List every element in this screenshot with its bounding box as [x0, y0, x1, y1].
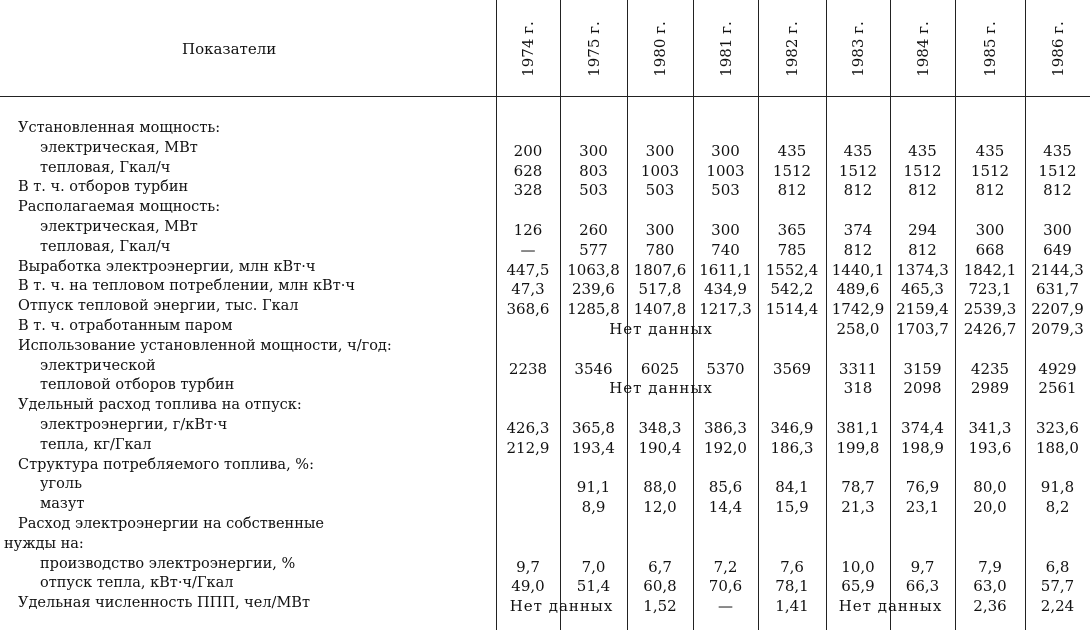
table-cell: 2989 — [970, 379, 1010, 398]
year-header — [569, 8, 619, 90]
table-cell: 126 — [513, 221, 543, 239]
table-cell: 8,2 — [1045, 498, 1070, 517]
table-cell: 2079,3 — [1031, 320, 1084, 338]
table-cell: 212,9 — [506, 438, 550, 457]
table-cell: 258,0 — [836, 320, 880, 338]
indicators-header: Показатели — [182, 40, 277, 58]
table-cell: 193,4 — [572, 438, 615, 457]
table-cell: 2,36 — [973, 597, 1007, 616]
table-cell: 66,3 — [905, 577, 940, 596]
table-cell: 239,6 — [572, 280, 615, 299]
table-cell: 2238 — [508, 359, 548, 378]
table-cell: 300 — [579, 141, 608, 160]
year-header — [833, 8, 883, 90]
table-cell: 503 — [579, 181, 608, 200]
table-cell: 489,6 — [836, 280, 880, 299]
table-cell: 57,7 — [1040, 577, 1075, 596]
year-header — [898, 8, 948, 90]
table-cell: 668 — [975, 240, 1005, 259]
table-cell: 193,6 — [968, 438, 1012, 457]
row-label: электрическая, МВт — [40, 219, 198, 235]
year-label: 1986 г. — [1048, 21, 1067, 77]
table-cell: 63,0 — [973, 577, 1007, 596]
row-label: Располагаемая мощность: — [18, 199, 221, 216]
table-cell: 1611,1 — [699, 260, 752, 279]
table-cell: 348,3 — [638, 419, 682, 437]
table-cell: 649 — [1043, 240, 1072, 259]
table-cell: 465,3 — [901, 280, 944, 299]
table-cell: 5370 — [706, 359, 745, 378]
table-cell: 300 — [711, 141, 740, 160]
table-cell: 300 — [711, 221, 740, 239]
table-cell: 2144,3 — [1031, 260, 1084, 279]
table-cell: 51,4 — [576, 577, 611, 596]
table-cell: 812 — [777, 181, 807, 200]
table-cell: 3569 — [772, 359, 812, 378]
row-label: В т. ч. на тепловом потреблении, млн кВт·ч — [18, 278, 355, 295]
table-cell: 85,6 — [708, 478, 743, 497]
table-cell: 2098 — [903, 379, 942, 398]
year-label: 1984 г. — [913, 21, 932, 77]
row-label: Удельный расход топлива на отпуск: — [18, 397, 302, 414]
table-cell: 9,7 — [910, 557, 935, 576]
row-label: В т. ч. отборов турбин — [18, 179, 189, 196]
table-cell: 12,0 — [643, 498, 677, 517]
table-cell: 785 — [777, 240, 807, 259]
no-data-note: Нет данных — [509, 597, 614, 616]
year-label: 1985 г. — [981, 21, 1000, 77]
table-cell: 14,4 — [708, 498, 743, 517]
table-cell: 435 — [908, 141, 937, 160]
table-cell: 1807,6 — [633, 260, 687, 279]
year-header — [635, 8, 685, 90]
table-cell: 20,0 — [973, 498, 1007, 517]
table-cell: 2539,3 — [963, 300, 1017, 319]
table-cell: 328 — [513, 181, 543, 200]
column-divider — [955, 0, 956, 630]
table-cell: 740 — [711, 240, 740, 259]
table-cell: 91,1 — [576, 478, 611, 497]
table-cell: 1512 — [838, 161, 878, 180]
row-label: Расход электроэнергии на собственные — [18, 516, 324, 532]
table-cell: 80,0 — [973, 478, 1007, 497]
table-cell: 91,8 — [1040, 478, 1075, 497]
table-cell: 10,0 — [841, 557, 875, 576]
year-label: 1982 г. — [783, 21, 802, 77]
table-cell: 503 — [711, 181, 740, 200]
row-label: Удельная численность ППП, чел/МВт — [18, 595, 310, 612]
table-cell: 1374,3 — [896, 260, 949, 279]
table-cell: 7,9 — [978, 557, 1002, 576]
table-cell: 374,4 — [901, 419, 944, 437]
table-cell: 186,3 — [770, 438, 814, 457]
table-cell: 3311 — [838, 359, 878, 378]
header-rule — [0, 96, 1090, 97]
table-cell: 435 — [1043, 141, 1072, 160]
table-cell: 631,7 — [1036, 280, 1079, 299]
year-label: 1981 г. — [716, 21, 735, 77]
row-label: Установленная мощность: — [18, 120, 221, 136]
year-label: 1974 г. — [519, 21, 538, 77]
table-cell: 70,6 — [708, 577, 743, 596]
table-cell: — — [718, 597, 733, 616]
row-label: Выработка электроэнергии, млн кВт·ч — [18, 258, 316, 275]
table-cell: 76,9 — [905, 478, 940, 497]
table-cell: 49,0 — [511, 577, 545, 596]
table-cell: 812 — [843, 181, 873, 200]
no-data-note: Нет данных — [609, 379, 713, 398]
year-label: 1980 г. — [651, 21, 670, 77]
table-cell: 435 — [843, 141, 873, 160]
table-cell: 78,7 — [841, 478, 875, 497]
table-cell: 447,5 — [506, 260, 550, 279]
row-label: Структура потребляемого топлива, %: — [18, 456, 314, 473]
table-cell: 2207,9 — [1031, 300, 1084, 319]
table-cell: 2,24 — [1040, 597, 1075, 616]
table-cell: 812 — [1043, 181, 1072, 200]
table-cell: 812 — [975, 181, 1005, 200]
table-cell: 65,9 — [841, 577, 875, 596]
no-data-note: Нет данных — [609, 320, 713, 338]
table-cell: 88,0 — [643, 478, 677, 497]
year-header — [1033, 8, 1083, 90]
table-cell: 9,7 — [516, 557, 540, 576]
table-cell: 8,9 — [581, 498, 606, 517]
table-cell: 1742,9 — [831, 300, 885, 319]
table-cell: 503 — [645, 181, 675, 200]
table-cell: 381,1 — [836, 419, 880, 437]
table-cell: 15,9 — [775, 498, 809, 517]
table-cell: 4235 — [970, 359, 1010, 378]
table-cell: 7,2 — [713, 557, 738, 576]
table-cell: 300 — [645, 221, 675, 239]
table-cell: 1512 — [1038, 161, 1077, 180]
table-cell: 3159 — [903, 359, 942, 378]
table-cell: 1512 — [970, 161, 1010, 180]
table-cell: 374 — [843, 221, 873, 239]
table-cell: 78,1 — [775, 577, 809, 596]
year-header — [503, 8, 553, 90]
row-label: тепловой отборов турбин — [40, 377, 235, 394]
year-header — [965, 8, 1015, 90]
row-label: отпуск тепла, кВт·ч/Гкал — [40, 575, 234, 592]
table-cell: 7,6 — [780, 557, 804, 576]
row-label: электрической — [40, 357, 156, 374]
table-cell: 300 — [1043, 221, 1072, 239]
row-label: электроэнергии, г/кВт·ч — [40, 417, 228, 433]
table-cell: 812 — [908, 240, 937, 259]
table-cell: 6025 — [640, 359, 680, 378]
table-cell: 812 — [908, 181, 937, 200]
table-cell: 1217,3 — [699, 300, 752, 319]
table-cell: 1514,4 — [765, 300, 819, 319]
table-cell: 542,2 — [770, 280, 814, 299]
year-header — [767, 8, 817, 90]
table-cell: 723,1 — [968, 280, 1012, 299]
table-cell: 1,41 — [775, 597, 809, 616]
table-cell: 386,3 — [704, 419, 747, 437]
table-cell: 294 — [908, 221, 937, 239]
table-cell: 300 — [975, 221, 1005, 239]
table-cell: 199,8 — [836, 438, 880, 457]
table-cell: 6,8 — [1045, 557, 1070, 576]
table-cell: 21,3 — [841, 498, 875, 517]
row-label: мазут — [40, 496, 85, 513]
row-label: тепла, кг/Гкал — [40, 436, 152, 453]
table-cell: 1003 — [640, 161, 680, 180]
table-cell: 426,3 — [506, 419, 550, 437]
table-cell: 318 — [843, 379, 873, 398]
table-cell: 2426,7 — [963, 320, 1017, 338]
table-cell: 435 — [777, 141, 807, 160]
table-cell: 260 — [579, 221, 608, 239]
table-cell: 365 — [777, 221, 807, 239]
table-cell: 577 — [579, 240, 608, 259]
row-label: В т. ч. отработанным паром — [18, 318, 233, 334]
table-cell: 803 — [579, 161, 608, 180]
table-cell: 3546 — [574, 359, 613, 378]
table-cell: 435 — [975, 141, 1005, 160]
year-label: 1983 г. — [849, 21, 868, 77]
table-cell: 2159,4 — [896, 300, 949, 319]
table-cell: 60,8 — [643, 577, 677, 596]
table-cell: 365,8 — [572, 419, 615, 437]
row-label: производство электроэнергии, % — [40, 555, 296, 572]
row-label: Использование установленной мощности, ч/год: — [18, 337, 392, 354]
table-cell: 341,3 — [968, 419, 1012, 437]
table-cell: 323,6 — [1036, 419, 1079, 437]
table-cell: 346,9 — [770, 419, 814, 437]
table-cell: 1512 — [772, 161, 812, 180]
table-cell: 1003 — [706, 161, 745, 180]
column-divider — [758, 0, 759, 630]
table-cell: 1440,1 — [831, 260, 885, 279]
table-cell: 84,1 — [775, 478, 809, 497]
table-cell: 517,8 — [638, 280, 682, 299]
table-cell: — — [520, 240, 536, 259]
row-label: тепловая, Гкал/ч — [40, 159, 171, 176]
table-cell: 2561 — [1038, 379, 1077, 398]
table-cell: 1703,7 — [896, 320, 949, 338]
table-cell: 1512 — [903, 161, 942, 180]
table-cell: 6,7 — [648, 557, 672, 576]
year-label: 1975 г. — [584, 21, 603, 77]
table-cell: 300 — [645, 141, 675, 160]
row-label: Отпуск тепловой энергии, тыс. Гкал — [18, 298, 299, 315]
table-cell: 1285,8 — [567, 300, 620, 319]
table-cell: 1063,8 — [567, 260, 620, 279]
row-label: уголь — [40, 476, 82, 493]
table-cell: 4929 — [1038, 359, 1077, 378]
no-data-note: Нет данных — [838, 597, 943, 616]
row-label: тепловая, Гкал/ч — [40, 238, 171, 255]
table-cell: 23,1 — [905, 498, 940, 517]
table-cell: 780 — [645, 240, 675, 259]
table-cell: 7,0 — [581, 557, 606, 576]
table-cell: 1407,8 — [633, 300, 687, 319]
table-cell: 198,9 — [901, 438, 944, 457]
table-cell: 192,0 — [704, 438, 747, 457]
row-label: нужды на: — [4, 535, 84, 552]
table-cell: 200 — [513, 141, 543, 160]
table-cell: 434,9 — [704, 280, 747, 299]
table-cell: 188,0 — [1036, 438, 1079, 457]
table-cell: 812 — [843, 240, 873, 259]
table-cell: 1842,1 — [963, 260, 1017, 279]
table-cell: 190,4 — [638, 438, 682, 457]
table-cell: 368,6 — [506, 300, 550, 319]
year-header — [701, 8, 751, 90]
table-cell: 628 — [513, 161, 543, 180]
table-cell: 1,52 — [643, 597, 677, 616]
table-cell: 47,3 — [511, 280, 545, 299]
table-cell: 1552,4 — [765, 260, 819, 279]
row-label: электрическая, МВт — [40, 139, 198, 156]
